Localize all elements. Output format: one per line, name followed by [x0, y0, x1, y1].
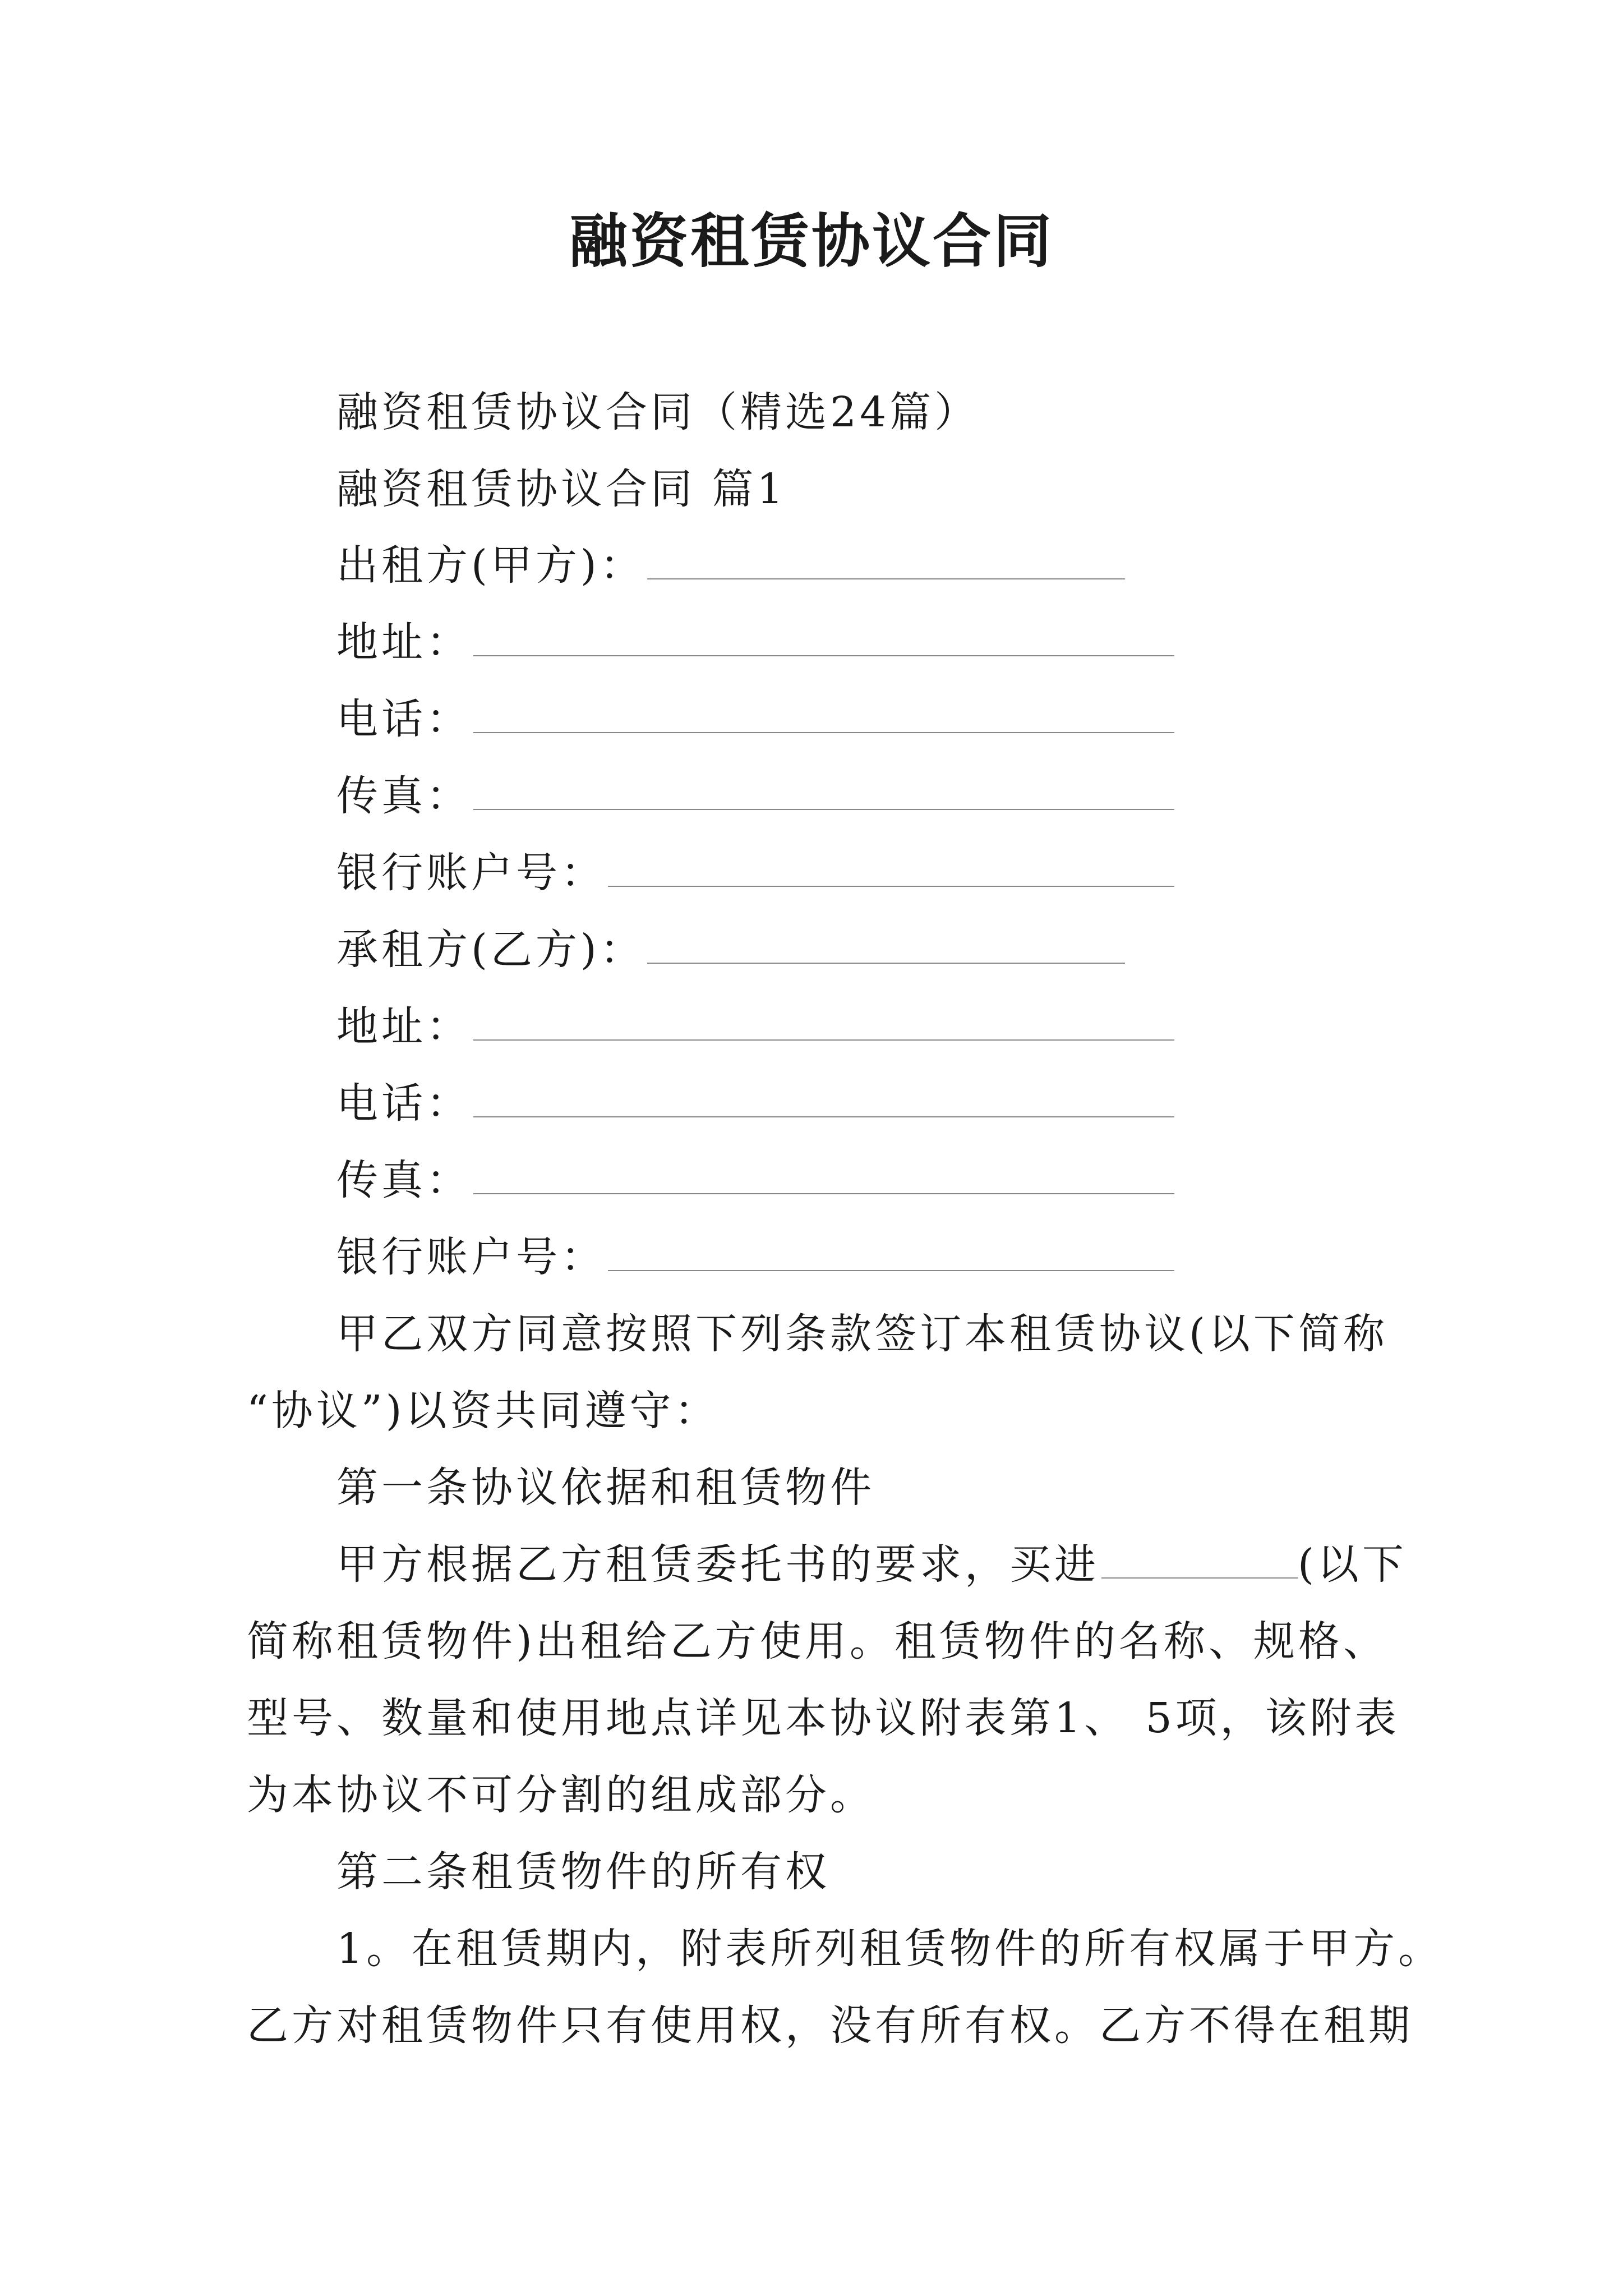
lessor-address-blank[interactable]: [473, 655, 1174, 656]
clause1-heading: 第一条协议依据和租赁物件: [336, 1464, 875, 1512]
intro-line-2: “协议”)以资共同遵守：: [247, 1387, 720, 1435]
lessee-party-blank[interactable]: [647, 962, 1125, 964]
lessor-party-label: 出租方(甲方)：: [336, 541, 645, 590]
clause1-line-1-suffix: (以下: [1298, 1540, 1407, 1589]
subtitle: 融资租赁协议合同（精选24篇）: [336, 388, 980, 436]
lessee-bank-field: [336, 1229, 1174, 1285]
lessor-party-field: [336, 537, 1125, 593]
clause1-line-2: 简称租赁物件)出租给乙方使用。租赁物件的名称、规格、: [247, 1617, 1388, 1665]
lessor-phone-field: [336, 691, 1174, 747]
lessor-phone-label: 电话：: [336, 695, 471, 743]
lessor-fax-blank[interactable]: [473, 808, 1174, 810]
lessor-party-blank[interactable]: [647, 578, 1125, 579]
lessee-fax-blank[interactable]: [473, 1193, 1174, 1194]
lessor-address-label: 地址：: [336, 618, 471, 666]
lessor-bank-blank[interactable]: [608, 885, 1174, 887]
lessee-fax-label: 传真：: [336, 1156, 471, 1204]
lessee-bank-label: 银行账户号：: [336, 1233, 606, 1281]
intro-line-1: 甲乙双方同意按照下列条款签订本租赁协议(以下简称: [336, 1310, 1388, 1358]
lessee-phone-label: 电话：: [336, 1079, 471, 1128]
article-heading: 融资租赁协议合同 篇1: [336, 465, 787, 513]
lessee-address-field: [336, 999, 1174, 1055]
lessee-phone-field: [336, 1075, 1174, 1131]
lessor-phone-blank[interactable]: [473, 731, 1174, 733]
clause1-line-1-prefix: 甲方根据乙方租赁委托书的要求，买进: [336, 1540, 1099, 1589]
lessor-bank-label: 银行账户号：: [336, 849, 606, 897]
document-title: 融资租赁协议合同: [569, 206, 1054, 275]
lessee-address-blank[interactable]: [473, 1039, 1174, 1041]
lessor-fax-label: 传真：: [336, 772, 471, 820]
clause2-line-2: 乙方对租赁物件只有使用权，没有所有权。乙方不得在租期: [247, 2001, 1413, 2050]
clause2-heading: 第二条租赁物件的所有权: [336, 1848, 830, 1896]
clause1-line-3: 型号、数量和使用地点详见本协议附表第1、 5项，该附表: [247, 1694, 1400, 1742]
lessee-party-field: [336, 922, 1125, 978]
lessee-address-label: 地址：: [336, 1002, 471, 1051]
clause1-line-4: 为本协议不可分割的组成部分。: [247, 1771, 875, 1819]
purchase-item-blank[interactable]: [1101, 1577, 1298, 1579]
clause1-line-1: [336, 1536, 1407, 1593]
lessor-fax-field: [336, 768, 1174, 824]
lessor-address-field: [336, 614, 1174, 670]
lessor-bank-field: [336, 845, 1174, 901]
lessee-phone-blank[interactable]: [473, 1116, 1174, 1117]
lessee-fax-field: [336, 1152, 1174, 1208]
lessee-party-label: 承租方(乙方)：: [336, 926, 645, 974]
clause2-line-1: 1。在租赁期内，附表所列租赁物件的所有权属于甲方。: [336, 1925, 1444, 1973]
lessee-bank-blank[interactable]: [608, 1269, 1174, 1271]
